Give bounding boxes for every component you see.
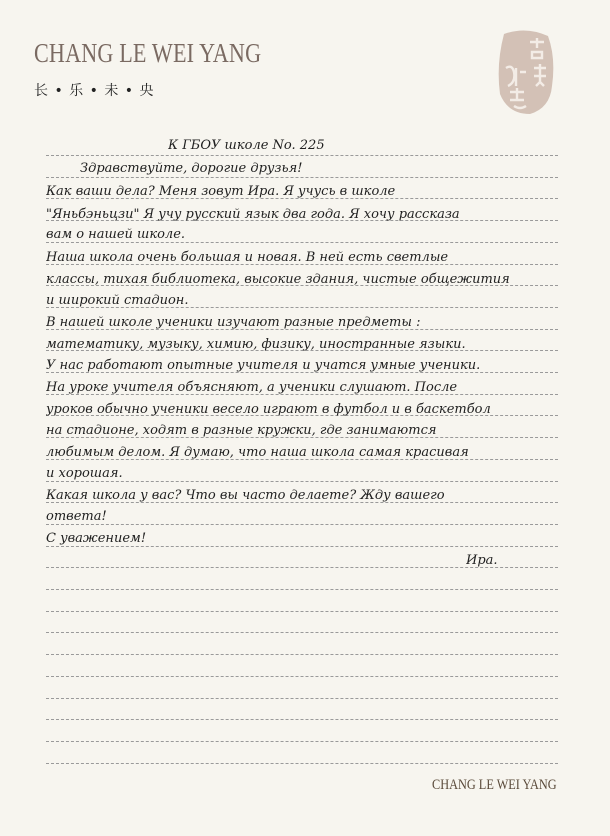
letter-line: и хорошая. [46, 466, 123, 481]
letter-line: классы, тихая библиотека, высокие здания, чистые общежития [46, 272, 510, 287]
letter-line: Как ваши дела? Меня зовут Ира. Я учусь в школе [46, 184, 396, 199]
letter-line: вам о нашей школе. [46, 227, 186, 242]
letter-line: На уроке учителя объясняют, а ученики слушают. После [46, 380, 458, 395]
letter-line: любимым делом. Я думаю, что наша школа самая красивая [46, 445, 469, 460]
letter-line: "Яньбэньцзи" Я учу русский язык два года. Я хочу рассказа [46, 207, 460, 222]
letter-line: Наша школа очень большая и новая. В ней есть светлые [46, 250, 449, 265]
brand-title: CHANG LE WEI YANG [34, 38, 262, 68]
letter-line: уроков обычно ученики весело играют в футбол и в баскетбол [46, 402, 491, 417]
letter-line: на стадионе, ходят в разные кружки, где занимаются [46, 423, 437, 438]
letter-line: математику, музыку, химию, физику, иностранные языки. [46, 337, 466, 352]
letter-body [46, 0, 558, 836]
brand-subtitle-cn: 长 • 乐 • 未 • 央 [34, 83, 155, 99]
letter-greeting: Здравствуйте, дорогие друзья! [80, 161, 303, 176]
letter-line: У нас работают опытные учителя и учатся умные ученики. [46, 358, 481, 373]
letter-address: К ГБОУ школе No. 225 [168, 138, 325, 153]
footer-brand: CHANG LE WEI YANG [432, 777, 557, 793]
letter-line: В нашей школе ученики изучают разные предметы : [46, 315, 421, 330]
letter-closing: С уважением! [46, 531, 147, 546]
letter-line: ответа! [46, 509, 107, 524]
letter-line: и широкий стадион. [46, 293, 189, 308]
letter-line: Какая школа у вас? Что вы часто делаете? Жду вашего [46, 488, 445, 503]
letter-signature: Ира. [466, 553, 498, 568]
